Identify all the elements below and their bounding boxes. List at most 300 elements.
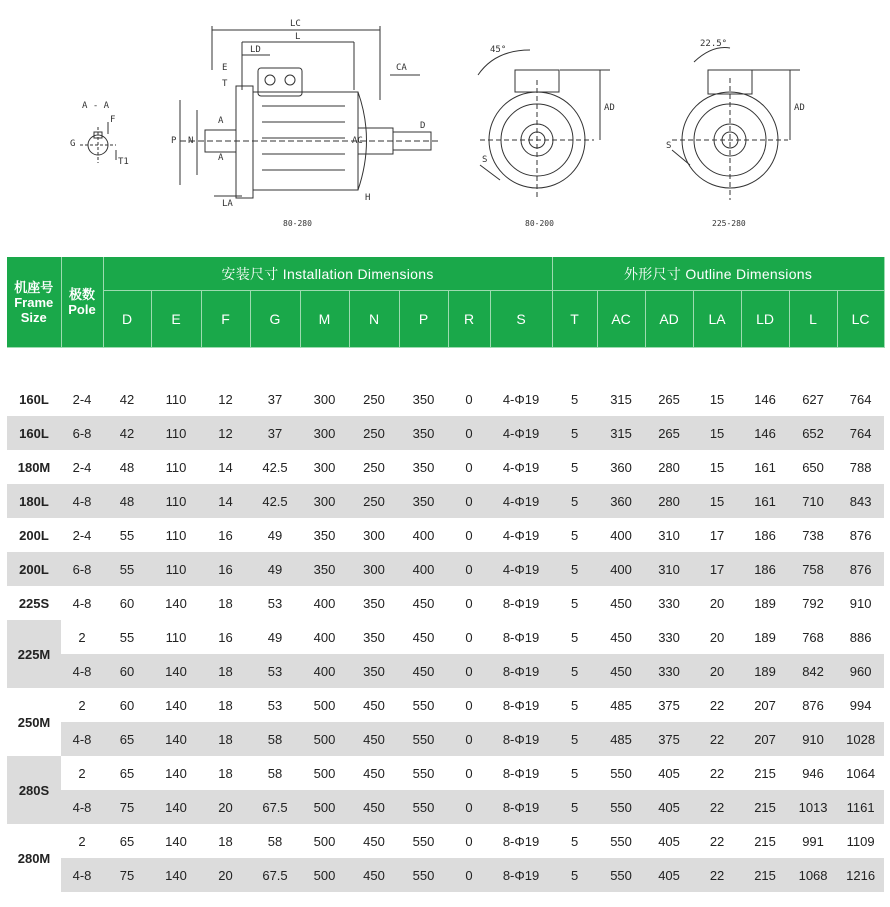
- table-cell: 140: [151, 654, 201, 688]
- table-cell: 5: [570, 833, 579, 849]
- table-cell: 67.5: [250, 790, 300, 824]
- table-cell: 189: [754, 629, 776, 645]
- column-header-la: LA: [693, 291, 741, 348]
- table-row: [7, 518, 884, 552]
- table-cell: 37: [250, 416, 300, 450]
- table-cell: 330: [658, 595, 680, 611]
- table-cell: 485: [610, 697, 632, 713]
- table-cell: 5: [570, 765, 579, 781]
- table-cell: 330: [645, 654, 693, 688]
- table-cell: 310: [645, 552, 693, 586]
- pole-cell: 2: [78, 833, 86, 849]
- table-cell: 17: [709, 527, 725, 543]
- table-cell: 300: [313, 459, 336, 475]
- table-cell: 17: [693, 552, 741, 586]
- column-header-s: S: [490, 291, 552, 348]
- table-cell: 110: [151, 552, 201, 586]
- table-cell: 5: [570, 629, 579, 645]
- table-cell: 5: [552, 790, 597, 824]
- table-cell: 8-Φ19: [502, 833, 540, 849]
- table-cell: 20: [709, 629, 725, 645]
- table-cell: 400: [610, 527, 632, 543]
- table-cell: 8-Φ19: [490, 722, 552, 756]
- table-cell: 18: [218, 765, 233, 781]
- table-cell: 1068: [789, 858, 837, 892]
- table-cell: 0: [448, 484, 490, 518]
- table-cell: 16: [218, 629, 233, 645]
- table-cell: 550: [610, 833, 632, 849]
- table-cell: 500: [300, 858, 349, 892]
- table-cell: 350: [363, 629, 385, 645]
- frame-size-cell: 280M: [7, 824, 61, 892]
- table-cell: 20: [201, 790, 250, 824]
- table-cell: 375: [645, 722, 693, 756]
- table-row: [7, 756, 884, 790]
- dim-l-label: L: [295, 32, 301, 42]
- table-cell: 215: [754, 765, 776, 781]
- frame-size-cell: 200L: [7, 518, 61, 552]
- header-frame-size: 机座号 Frame Size: [7, 257, 61, 348]
- table-cell: 550: [399, 722, 448, 756]
- angle-45-label: 45°: [490, 45, 507, 55]
- table-cell: 53: [267, 595, 283, 611]
- table-cell: 400: [300, 654, 349, 688]
- table-cell: 15: [693, 484, 741, 518]
- table-cell: 58: [250, 722, 300, 756]
- front-view-large-drawing: [672, 48, 800, 200]
- technical-drawings: [0, 0, 890, 245]
- table-cell: 18: [201, 722, 250, 756]
- table-cell: 4-Φ19: [502, 391, 540, 407]
- table-cell: 843: [837, 484, 884, 518]
- table-cell: 0: [448, 552, 490, 586]
- side-view-caption: 80-280: [283, 219, 312, 228]
- table-cell: 186: [754, 527, 776, 543]
- table-cell: 207: [754, 697, 776, 713]
- frame-size-cell: 250M: [7, 688, 61, 756]
- table-cell: 991: [802, 833, 824, 849]
- table-cell: 140: [165, 765, 187, 781]
- column-header-m: M: [300, 291, 349, 348]
- table-cell: 550: [412, 833, 435, 849]
- dim-s2-label: S: [666, 141, 672, 151]
- table-cell: 330: [658, 629, 680, 645]
- table-cell: 450: [349, 858, 399, 892]
- table-cell: 110: [151, 416, 201, 450]
- table-cell: 58: [267, 833, 283, 849]
- pole-cell: 4-8: [61, 484, 103, 518]
- table-cell: 300: [313, 391, 336, 407]
- table-cell: 450: [363, 765, 385, 781]
- table-cell: 946: [802, 765, 824, 781]
- table-cell: 8-Φ19: [502, 595, 540, 611]
- table-cell: 0: [465, 833, 473, 849]
- table-cell: 315: [597, 416, 645, 450]
- table-cell: 215: [741, 790, 789, 824]
- column-header-g: G: [250, 291, 300, 348]
- table-cell: 550: [597, 790, 645, 824]
- table-cell: 280: [645, 484, 693, 518]
- pole-cell: 2: [78, 629, 86, 645]
- table-cell: 15: [709, 391, 725, 407]
- table-cell: 350: [412, 391, 435, 407]
- pole-cell: 4-8: [61, 858, 103, 892]
- table-cell: 75: [103, 790, 151, 824]
- table-cell: 186: [741, 552, 789, 586]
- table-cell: 842: [789, 654, 837, 688]
- frame-size-cell: 200L: [7, 552, 61, 586]
- table-cell: 500: [300, 722, 349, 756]
- table-cell: 450: [610, 629, 632, 645]
- column-header-lc: LC: [837, 291, 884, 348]
- table-cell: 42.5: [250, 484, 300, 518]
- table-cell: 140: [165, 833, 187, 849]
- table-row: [7, 450, 884, 484]
- table-cell: 5: [552, 654, 597, 688]
- table-cell: 960: [837, 654, 884, 688]
- pole-cell: 2-4: [72, 459, 92, 475]
- table-cell: 280: [658, 459, 680, 475]
- table-cell: 0: [465, 527, 473, 543]
- table-cell: 60: [119, 697, 135, 713]
- table-cell: 161: [754, 459, 776, 475]
- pole-cell: 6-8: [61, 552, 103, 586]
- table-cell: 22: [709, 833, 725, 849]
- table-cell: 250: [349, 484, 399, 518]
- dim-ad-label: AD: [604, 103, 615, 113]
- table-cell: 14: [218, 459, 233, 475]
- table-cell: 1109: [846, 833, 875, 849]
- table-cell: 450: [399, 654, 448, 688]
- table-cell: 450: [349, 790, 399, 824]
- table-cell: 4-Φ19: [502, 459, 540, 475]
- table-cell: 0: [465, 459, 473, 475]
- table-cell: 450: [597, 654, 645, 688]
- table-cell: 4-Φ19: [502, 527, 540, 543]
- table-cell: 146: [754, 391, 776, 407]
- table-cell: 22: [693, 722, 741, 756]
- table-cell: 550: [610, 765, 632, 781]
- table-cell: 627: [802, 391, 824, 407]
- table-cell: 18: [218, 833, 233, 849]
- table-cell: 300: [300, 484, 349, 518]
- table-cell: 550: [412, 697, 435, 713]
- pole-cell: 2: [78, 697, 86, 713]
- table-cell: 5: [570, 459, 579, 475]
- column-header-e: E: [151, 291, 201, 348]
- table-cell: 49: [250, 552, 300, 586]
- section-aa-drawing: [80, 122, 116, 163]
- table-cell: 16: [201, 552, 250, 586]
- table-cell: 550: [399, 790, 448, 824]
- frame-size-cell: 160L: [7, 382, 61, 416]
- table-cell: 20: [693, 654, 741, 688]
- table-cell: 485: [597, 722, 645, 756]
- table-cell: 42: [103, 416, 151, 450]
- table-cell: 5: [570, 527, 579, 543]
- table-cell: 49: [267, 527, 283, 543]
- table-cell: 1064: [846, 765, 876, 781]
- angle-22-label: 22.5°: [700, 39, 728, 49]
- table-cell: 5: [552, 552, 597, 586]
- table-cell: 450: [363, 697, 385, 713]
- table-cell: 65: [119, 765, 135, 781]
- table-cell: 250: [363, 391, 385, 407]
- table-row: [7, 416, 884, 450]
- frame-size-cell: 225S: [7, 586, 61, 620]
- table-cell: 20: [709, 595, 725, 611]
- table-row: [7, 790, 884, 824]
- table-row: [7, 688, 884, 722]
- dim-a-label: A: [218, 116, 224, 126]
- table-cell: 876: [837, 552, 884, 586]
- table-cell: 994: [849, 697, 872, 713]
- table-cell: 4-Φ19: [490, 484, 552, 518]
- pole-cell: 6-8: [61, 416, 103, 450]
- table-row: [7, 722, 884, 756]
- column-header-ld: LD: [741, 291, 789, 348]
- table-cell: 189: [754, 595, 776, 611]
- table-cell: 18: [201, 654, 250, 688]
- dim-ca-label: CA: [396, 63, 407, 73]
- table-cell: 55: [103, 552, 151, 586]
- table-cell: 8-Φ19: [502, 629, 540, 645]
- table-cell: 500: [313, 833, 336, 849]
- table-cell: 53: [250, 654, 300, 688]
- table-cell: 5: [552, 722, 597, 756]
- table-cell: 0: [448, 858, 490, 892]
- table-cell: 48: [103, 484, 151, 518]
- table-cell: 22: [693, 858, 741, 892]
- dim-ad2-label: AD: [794, 103, 805, 113]
- table-cell: 140: [151, 722, 201, 756]
- table-row: [7, 824, 884, 858]
- table-cell: 400: [399, 552, 448, 586]
- table-cell: 450: [349, 722, 399, 756]
- front-view-caption: 80-200: [525, 219, 554, 228]
- table-cell: 360: [597, 484, 645, 518]
- table-cell: 18: [218, 595, 233, 611]
- dim-lc-label: LC: [290, 19, 301, 29]
- table-cell: 300: [363, 527, 385, 543]
- section-label: A - A: [82, 101, 110, 111]
- table-cell: 8-Φ19: [502, 765, 540, 781]
- table-cell: 450: [412, 595, 435, 611]
- table-cell: 12: [201, 416, 250, 450]
- table-cell: 764: [849, 391, 872, 407]
- table-cell: 350: [300, 552, 349, 586]
- table-cell: 48: [119, 459, 135, 475]
- table-cell: 22: [709, 697, 725, 713]
- column-header-f: F: [201, 291, 250, 348]
- dim-f-label: F: [110, 115, 116, 125]
- table-cell: 910: [789, 722, 837, 756]
- pole-cell: 2-4: [72, 391, 92, 407]
- table-cell: 8-Φ19: [502, 697, 540, 713]
- table-cell: 300: [349, 552, 399, 586]
- table-cell: 207: [741, 722, 789, 756]
- table-cell: 8-Φ19: [490, 654, 552, 688]
- table-cell: 450: [610, 595, 632, 611]
- table-cell: 0: [465, 765, 473, 781]
- dim-a2-label: A: [218, 153, 224, 163]
- table-row: [7, 620, 884, 654]
- table-cell: 4-Φ19: [490, 416, 552, 450]
- table-cell: 400: [313, 629, 336, 645]
- table-cell: 550: [597, 858, 645, 892]
- dim-h-label: H: [365, 193, 371, 203]
- table-row: [7, 654, 884, 688]
- table-cell: 1013: [789, 790, 837, 824]
- table-cell: 8-Φ19: [490, 858, 552, 892]
- table-cell: 788: [849, 459, 872, 475]
- column-header-ad: AD: [645, 291, 693, 348]
- table-cell: 0: [448, 790, 490, 824]
- frame-size-cell: 280S: [7, 756, 61, 824]
- table-cell: 5: [570, 595, 579, 611]
- table-cell: 764: [837, 416, 884, 450]
- table-cell: 161: [741, 484, 789, 518]
- table-cell: 350: [412, 459, 435, 475]
- header-installation-dimensions: 安装尺寸 Installation Dimensions: [103, 257, 552, 291]
- table-cell: 55: [119, 629, 135, 645]
- table-cell: 189: [741, 654, 789, 688]
- table-cell: 16: [218, 527, 233, 543]
- table-cell: 0: [465, 697, 473, 713]
- table-cell: 0: [465, 391, 473, 407]
- side-view-drawing: [180, 26, 440, 198]
- pole-cell: 4-8: [61, 722, 103, 756]
- table-cell: 215: [754, 833, 776, 849]
- column-header-t: T: [552, 291, 597, 348]
- pole-cell: 2-4: [72, 527, 92, 543]
- table-cell: 400: [412, 527, 435, 543]
- frame-size-cell: 180M: [7, 450, 61, 484]
- table-cell: 110: [165, 527, 187, 543]
- table-cell: 4-Φ19: [490, 552, 552, 586]
- table-row: [7, 382, 884, 416]
- pole-cell: 4-8: [61, 654, 103, 688]
- table-cell: 0: [465, 595, 473, 611]
- table-cell: 55: [119, 527, 135, 543]
- pole-cell: 2: [78, 765, 86, 781]
- table-cell: 42.5: [262, 459, 288, 475]
- table-cell: 650: [802, 459, 824, 475]
- table-cell: 0: [448, 654, 490, 688]
- table-cell: 53: [267, 697, 283, 713]
- table-cell: 550: [399, 858, 448, 892]
- table-cell: 0: [465, 629, 473, 645]
- pole-cell: 4-8: [72, 595, 92, 611]
- dim-ac-label: AC: [352, 136, 363, 146]
- table-cell: 500: [313, 697, 336, 713]
- table-cell: 5: [552, 858, 597, 892]
- table-cell: 60: [119, 595, 135, 611]
- table-cell: 58: [267, 765, 283, 781]
- dim-p-label: P: [171, 136, 177, 146]
- table-cell: 15: [693, 416, 741, 450]
- table-cell: 350: [399, 484, 448, 518]
- dim-n-label: N: [188, 136, 194, 146]
- table-cell: 5: [552, 484, 597, 518]
- table-cell: 110: [165, 459, 187, 475]
- table-cell: 350: [363, 595, 385, 611]
- table-cell: 110: [151, 484, 201, 518]
- column-header-n: N: [349, 291, 399, 348]
- front-view-large-caption: 225-280: [712, 219, 746, 228]
- dim-e-label: E: [222, 63, 228, 73]
- table-cell: 350: [313, 527, 336, 543]
- table-cell: 450: [412, 629, 435, 645]
- table-cell: 12: [218, 391, 233, 407]
- table-cell: 315: [610, 391, 632, 407]
- table-cell: 5: [552, 416, 597, 450]
- table-cell: 350: [349, 654, 399, 688]
- front-view-small-drawing: [478, 50, 610, 198]
- table-cell: 22: [709, 765, 725, 781]
- frame-size-cell: 225M: [7, 620, 61, 688]
- table-cell: 550: [412, 765, 435, 781]
- column-header-d: D: [103, 291, 151, 348]
- table-cell: 652: [789, 416, 837, 450]
- table-cell: 400: [597, 552, 645, 586]
- table-cell: 738: [802, 527, 824, 543]
- table-cell: 75: [103, 858, 151, 892]
- table-cell: 405: [658, 765, 680, 781]
- table-cell: 18: [218, 697, 233, 713]
- table-cell: 910: [849, 595, 872, 611]
- table-cell: 250: [349, 416, 399, 450]
- table-cell: 1161: [837, 790, 884, 824]
- table-cell: 0: [448, 416, 490, 450]
- dim-g-label: G: [70, 139, 76, 149]
- table-cell: 886: [849, 629, 872, 645]
- table-cell: 710: [789, 484, 837, 518]
- table-cell: 22: [693, 790, 741, 824]
- dim-d-label: D: [420, 121, 426, 131]
- table-cell: 5: [570, 391, 579, 407]
- table-cell: 876: [802, 697, 824, 713]
- table-cell: 65: [119, 833, 135, 849]
- frame-size-cell: 160L: [7, 416, 61, 450]
- table-cell: 350: [399, 416, 448, 450]
- table-cell: 768: [802, 629, 824, 645]
- table-cell: 500: [313, 765, 336, 781]
- table-cell: 250: [363, 459, 385, 475]
- table-cell: 15: [709, 459, 725, 475]
- table-cell: 405: [645, 790, 693, 824]
- table-cell: 110: [165, 391, 187, 407]
- table-cell: 375: [658, 697, 680, 713]
- table-cell: 37: [267, 391, 283, 407]
- dim-s-label: S: [482, 155, 488, 165]
- header-outline-dimensions: 外形尺寸 Outline Dimensions: [552, 257, 884, 291]
- column-header-p: P: [399, 291, 448, 348]
- table-cell: 14: [201, 484, 250, 518]
- table-cell: 876: [849, 527, 872, 543]
- table-row: [7, 586, 884, 620]
- table-cell: 140: [165, 595, 187, 611]
- table-cell: 400: [313, 595, 336, 611]
- drawing-canvas: [0, 0, 890, 245]
- table-cell: 67.5: [250, 858, 300, 892]
- header-pole: 极数 Pole: [61, 257, 103, 348]
- dim-la-label: LA: [222, 199, 233, 209]
- column-header-l: L: [789, 291, 837, 348]
- column-header-r: R: [448, 291, 490, 348]
- table-cell: 0: [448, 722, 490, 756]
- table-cell: 49: [267, 629, 283, 645]
